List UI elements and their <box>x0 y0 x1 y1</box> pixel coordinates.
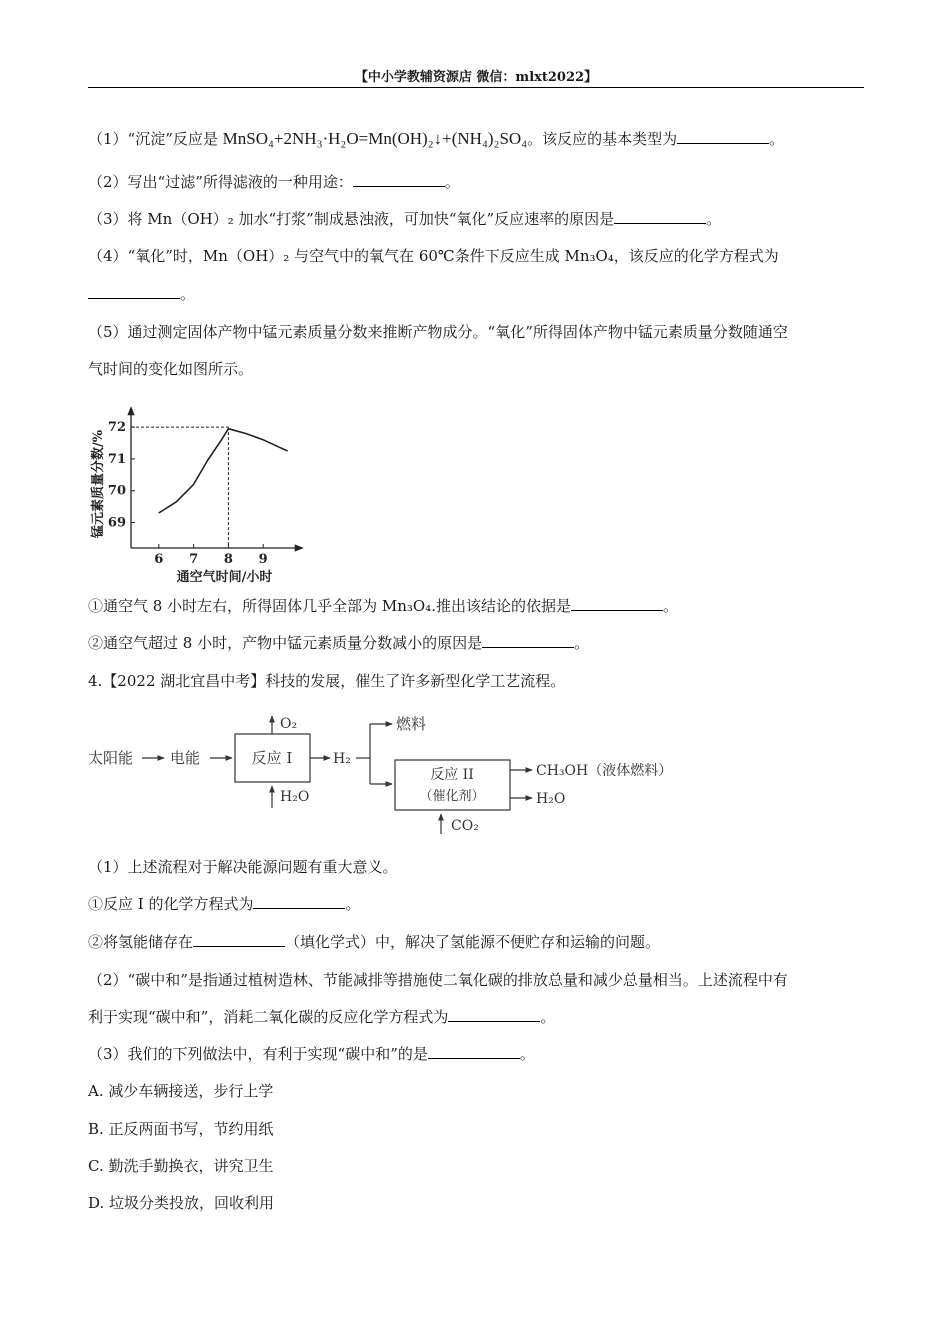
x-tick-label: 8 <box>223 552 233 567</box>
x-tick-label: 6 <box>154 552 164 567</box>
answer-blank[interactable] <box>353 172 445 187</box>
q3-part4-answer: 。 <box>88 284 195 304</box>
y-tick-label: 69 <box>107 515 126 531</box>
series-line <box>159 429 288 513</box>
q4-part2-line2: 利于实现“碳中和”，消耗二氧化碳的反应化学方程式为 。 <box>88 1008 556 1026</box>
manganese-fraction-chart <box>88 400 308 585</box>
o2-label: O₂ <box>280 716 298 732</box>
q3-part3: （3）将 Mn（OH）₂ 加水“打浆”制成悬浊液，可加快“氧化”反应速率的原因是 。 <box>88 210 722 228</box>
flow-electric: 电能 <box>170 749 201 767</box>
header-rule <box>88 87 864 88</box>
fuel-label: 燃料 <box>396 715 427 733</box>
q4-sub1: ①反应 I 的化学方程式为 。 <box>88 895 361 913</box>
answer-blank[interactable] <box>448 1007 540 1022</box>
q4-part3: （3）我们的下列做法中，有利于实现“碳中和”的是 。 <box>88 1045 535 1063</box>
q4-title: 4.【2022 湖北宜昌中考】科技的发展，催生了许多新型化学工艺流程。 <box>88 672 566 690</box>
catalyst-label: （催化剂） <box>419 789 485 804</box>
answer-blank[interactable] <box>253 894 345 909</box>
y-tick-label: 71 <box>107 451 126 467</box>
q3-sub1: ①通空气 8 小时左右，所得固体几乎全部为 Mn₃O₄.推出该结论的依据是 。 <box>88 597 678 615</box>
q4-part2-line1: （2）“碳中和”是指通过植树造林、节能减排等措施使二氧化碳的排放总量和减少总量相当。上述流程中有 <box>88 971 788 989</box>
reaction1-label: 反应 I <box>251 749 293 767</box>
y-tick-label: 70 <box>107 483 126 499</box>
option-b[interactable]: B. 正反两面书写，节约用纸 <box>88 1120 274 1138</box>
option-c[interactable]: C. 勤洗手勤换衣，讲究卫生 <box>88 1157 274 1175</box>
q3-part5-line2: 气时间的变化如图所示。 <box>88 360 254 378</box>
q3-part4: （4）“氧化”时，Mn（OH）₂ 与空气中的氧气在 60℃条件下反应生成 Mn₃O₄，该反应的化学方程式为 <box>88 247 779 265</box>
y-tick-label: 72 <box>107 420 126 436</box>
q4-sub2: ②将氢能储存在 （填化学式）中，解决了氢能源不便贮存和运输的问题。 <box>88 933 661 951</box>
co2-label: CO₂ <box>451 818 479 834</box>
y-axis-label: 锰元素质量分数/% <box>91 429 106 539</box>
reaction2-label: 反应 II <box>430 767 474 783</box>
x-tick-label: 7 <box>189 552 199 567</box>
q4-part1: （1）上述流程对于解决能源问题有重大意义。 <box>88 858 398 876</box>
flow-solar: 太阳能 <box>88 749 134 767</box>
q3-sub2: ②通空气超过 8 小时，产物中锰元素质量分数减小的原因是 。 <box>88 634 590 652</box>
x-tick-label: 9 <box>258 552 268 567</box>
ch3oh-label: CH₃OH（液体燃料） <box>536 763 673 779</box>
answer-blank[interactable] <box>482 633 574 648</box>
h2o-in-label: H₂O <box>280 789 310 805</box>
x-axis-label: 通空气时间/小时 <box>176 570 273 585</box>
q3-part5-line1: （5）通过测定固体产物中锰元素质量分数来推断产物成分。“氧化”所得固体产物中锰元素质量分数随通空 <box>88 323 788 341</box>
answer-blank[interactable] <box>677 129 769 144</box>
answer-blank[interactable] <box>193 932 285 947</box>
h2o-out-label: H₂O <box>536 791 566 807</box>
h2-label: H₂ <box>333 751 351 767</box>
answer-blank[interactable] <box>88 284 180 299</box>
answer-blank[interactable] <box>571 596 663 611</box>
option-d[interactable]: D. 垃圾分类投放，回收利用 <box>88 1194 275 1212</box>
q3-part2: （2）写出“过滤”所得滤液的一种用途： 。 <box>88 173 460 191</box>
q3-part1: （1）“沉淀”反应是 MnSO₄+2NH₃·H₂O=Mn(OH)₂↓+(NH₄)₂SO₄。该反应的基本类型为 。 <box>88 129 785 148</box>
page-header: 【中小学教辅资源店 微信：mlxt2022】 <box>354 70 598 85</box>
option-a[interactable]: A. 减少车辆接送，步行上学 <box>88 1082 274 1100</box>
answer-blank[interactable] <box>428 1044 520 1059</box>
process-flow-diagram <box>88 708 708 838</box>
reaction-equation: MnSO₄+2NH₃·H₂O=Mn(OH)₂↓+(NH₄)₂SO₄ <box>222 129 528 148</box>
answer-blank[interactable] <box>614 209 706 224</box>
